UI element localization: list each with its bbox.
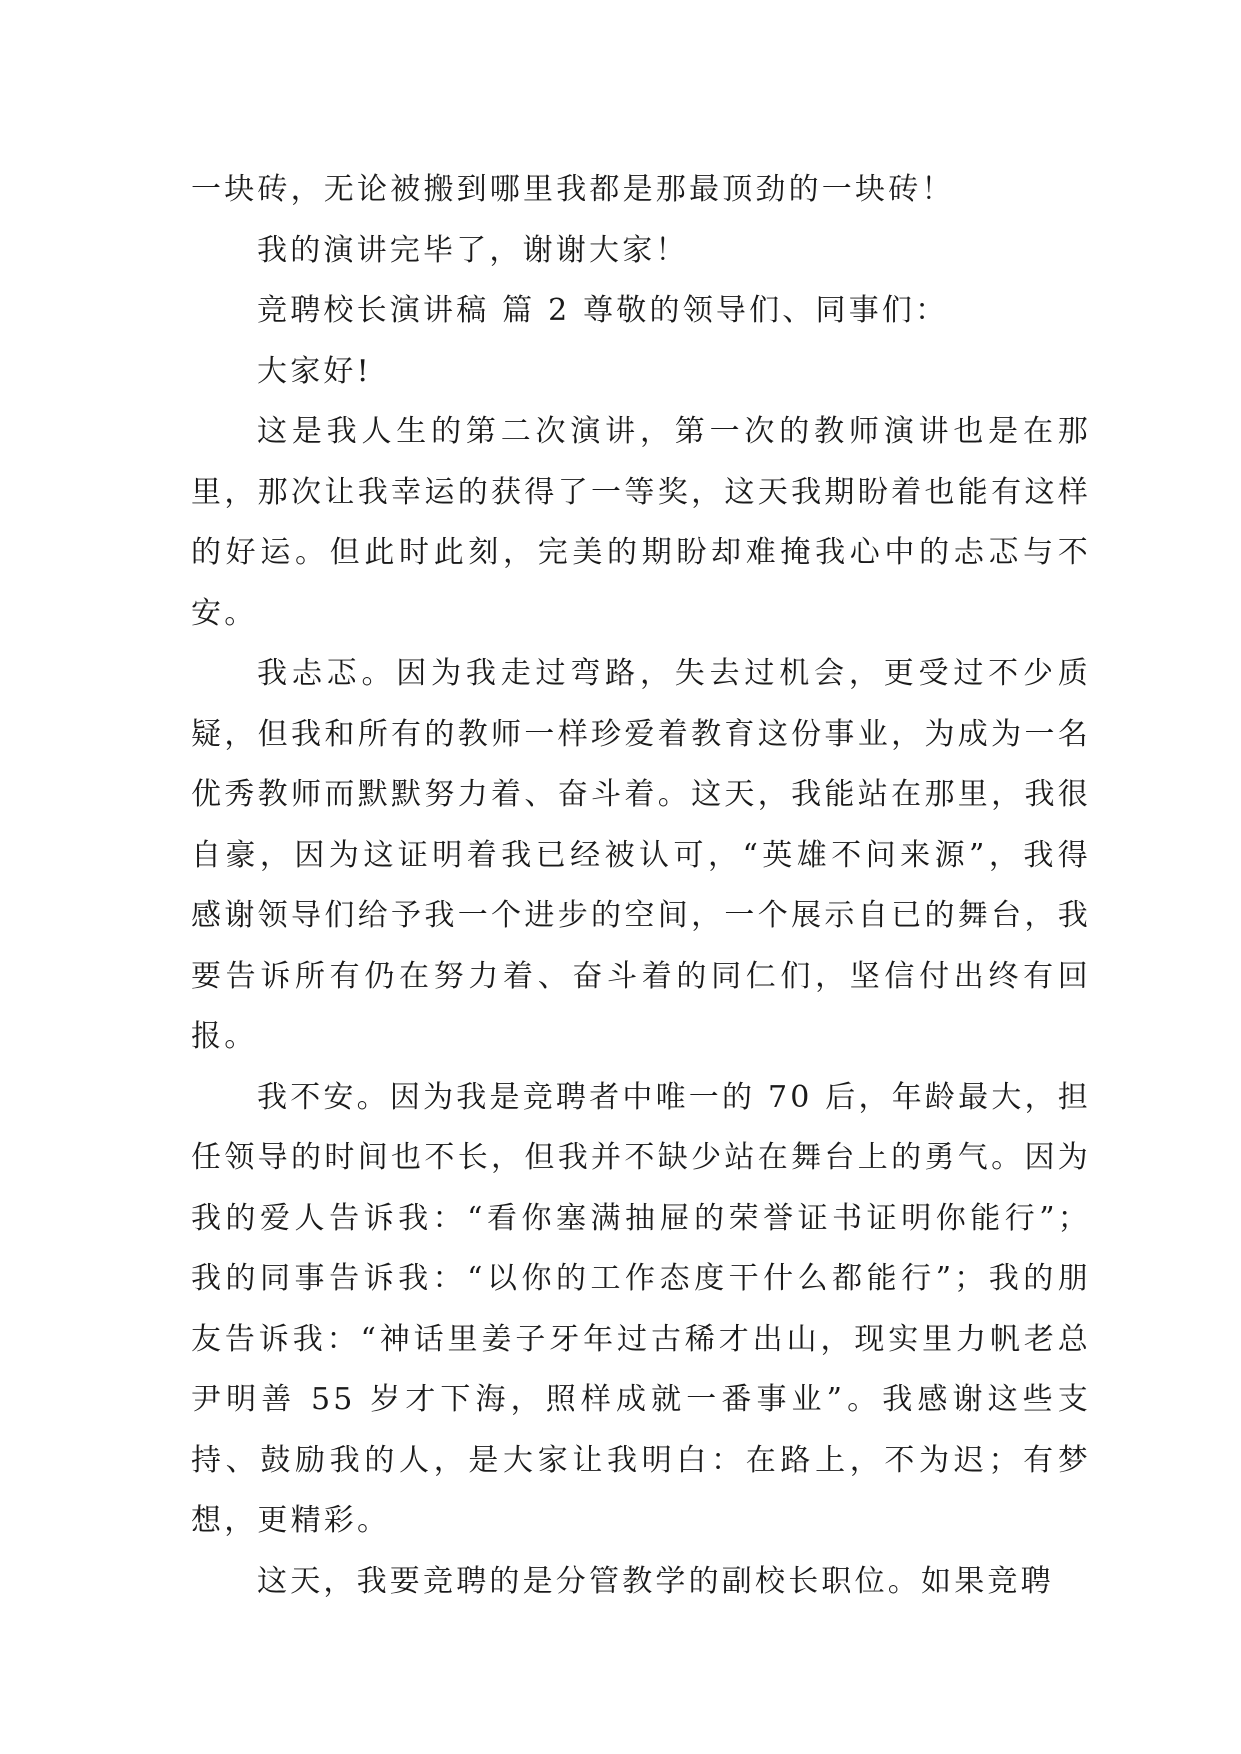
paragraph-4: 大家好! (257, 353, 372, 389)
paragraph-7: 我不安。因为我是竞聘者中唯一的 70 后，年龄最大，担任领导的时间也不长，但我并不缺少站在舞台上的勇气。因为我的爱人告诉我：“看你塞满抽屉的荣誉证书证明你能行”；我的同事告诉我：“以你的工作态度干什么都能行”；我的朋友告诉我：“神话里姜子牙年过古稀才出山，现实里力帆老总尹明善 55 岁才下海，照样成就一番事业”。我感谢这些支持、鼓励我的人，是大家让我明白：在路上，不为迟；有梦想，更精彩。 (191, 1079, 1091, 1538)
paragraph-5: 这是我人生的第二次演讲，第一次的教师演讲也是在那里，那次让我幸运的获得了一等奖，这天我期盼着也能有这样的好运。但此时此刻，完美的期盼却难掩我心中的忐忑与不安。 (191, 414, 1091, 631)
paragraph-1: 一块砖，无论被搬到哪里我都是那最顶劲的一块砖！ (191, 172, 955, 207)
paragraph-6: 我忐忑。因为我走过弯路，失去过机会，更受过不少质疑，但我和所有的教师一样珍爱着教育这份事业，为成为一名优秀教师而默默努力着、奋斗着。这天，我能站在那里，我很自豪，因为这证明着我已经被认可，“英雄不问来源”，我得感谢领导们给予我一个进步的空间，一个展示自已的舞台，我要告诉所有仍在努力着、奋斗着的同仁们，坚信付出终有回报。 (191, 656, 1091, 1054)
paragraph-3: 竞聘校长演讲稿 篇 2 尊敬的领导们、同事们： (257, 293, 949, 328)
paragraph-8: 这天，我要竞聘的是分管教学的副校长职位。如果竞聘 (257, 1563, 1054, 1599)
document-body (191, 160, 1091, 1612)
paragraph-2: 我的演讲完毕了，谢谢大家！ (257, 232, 689, 268)
